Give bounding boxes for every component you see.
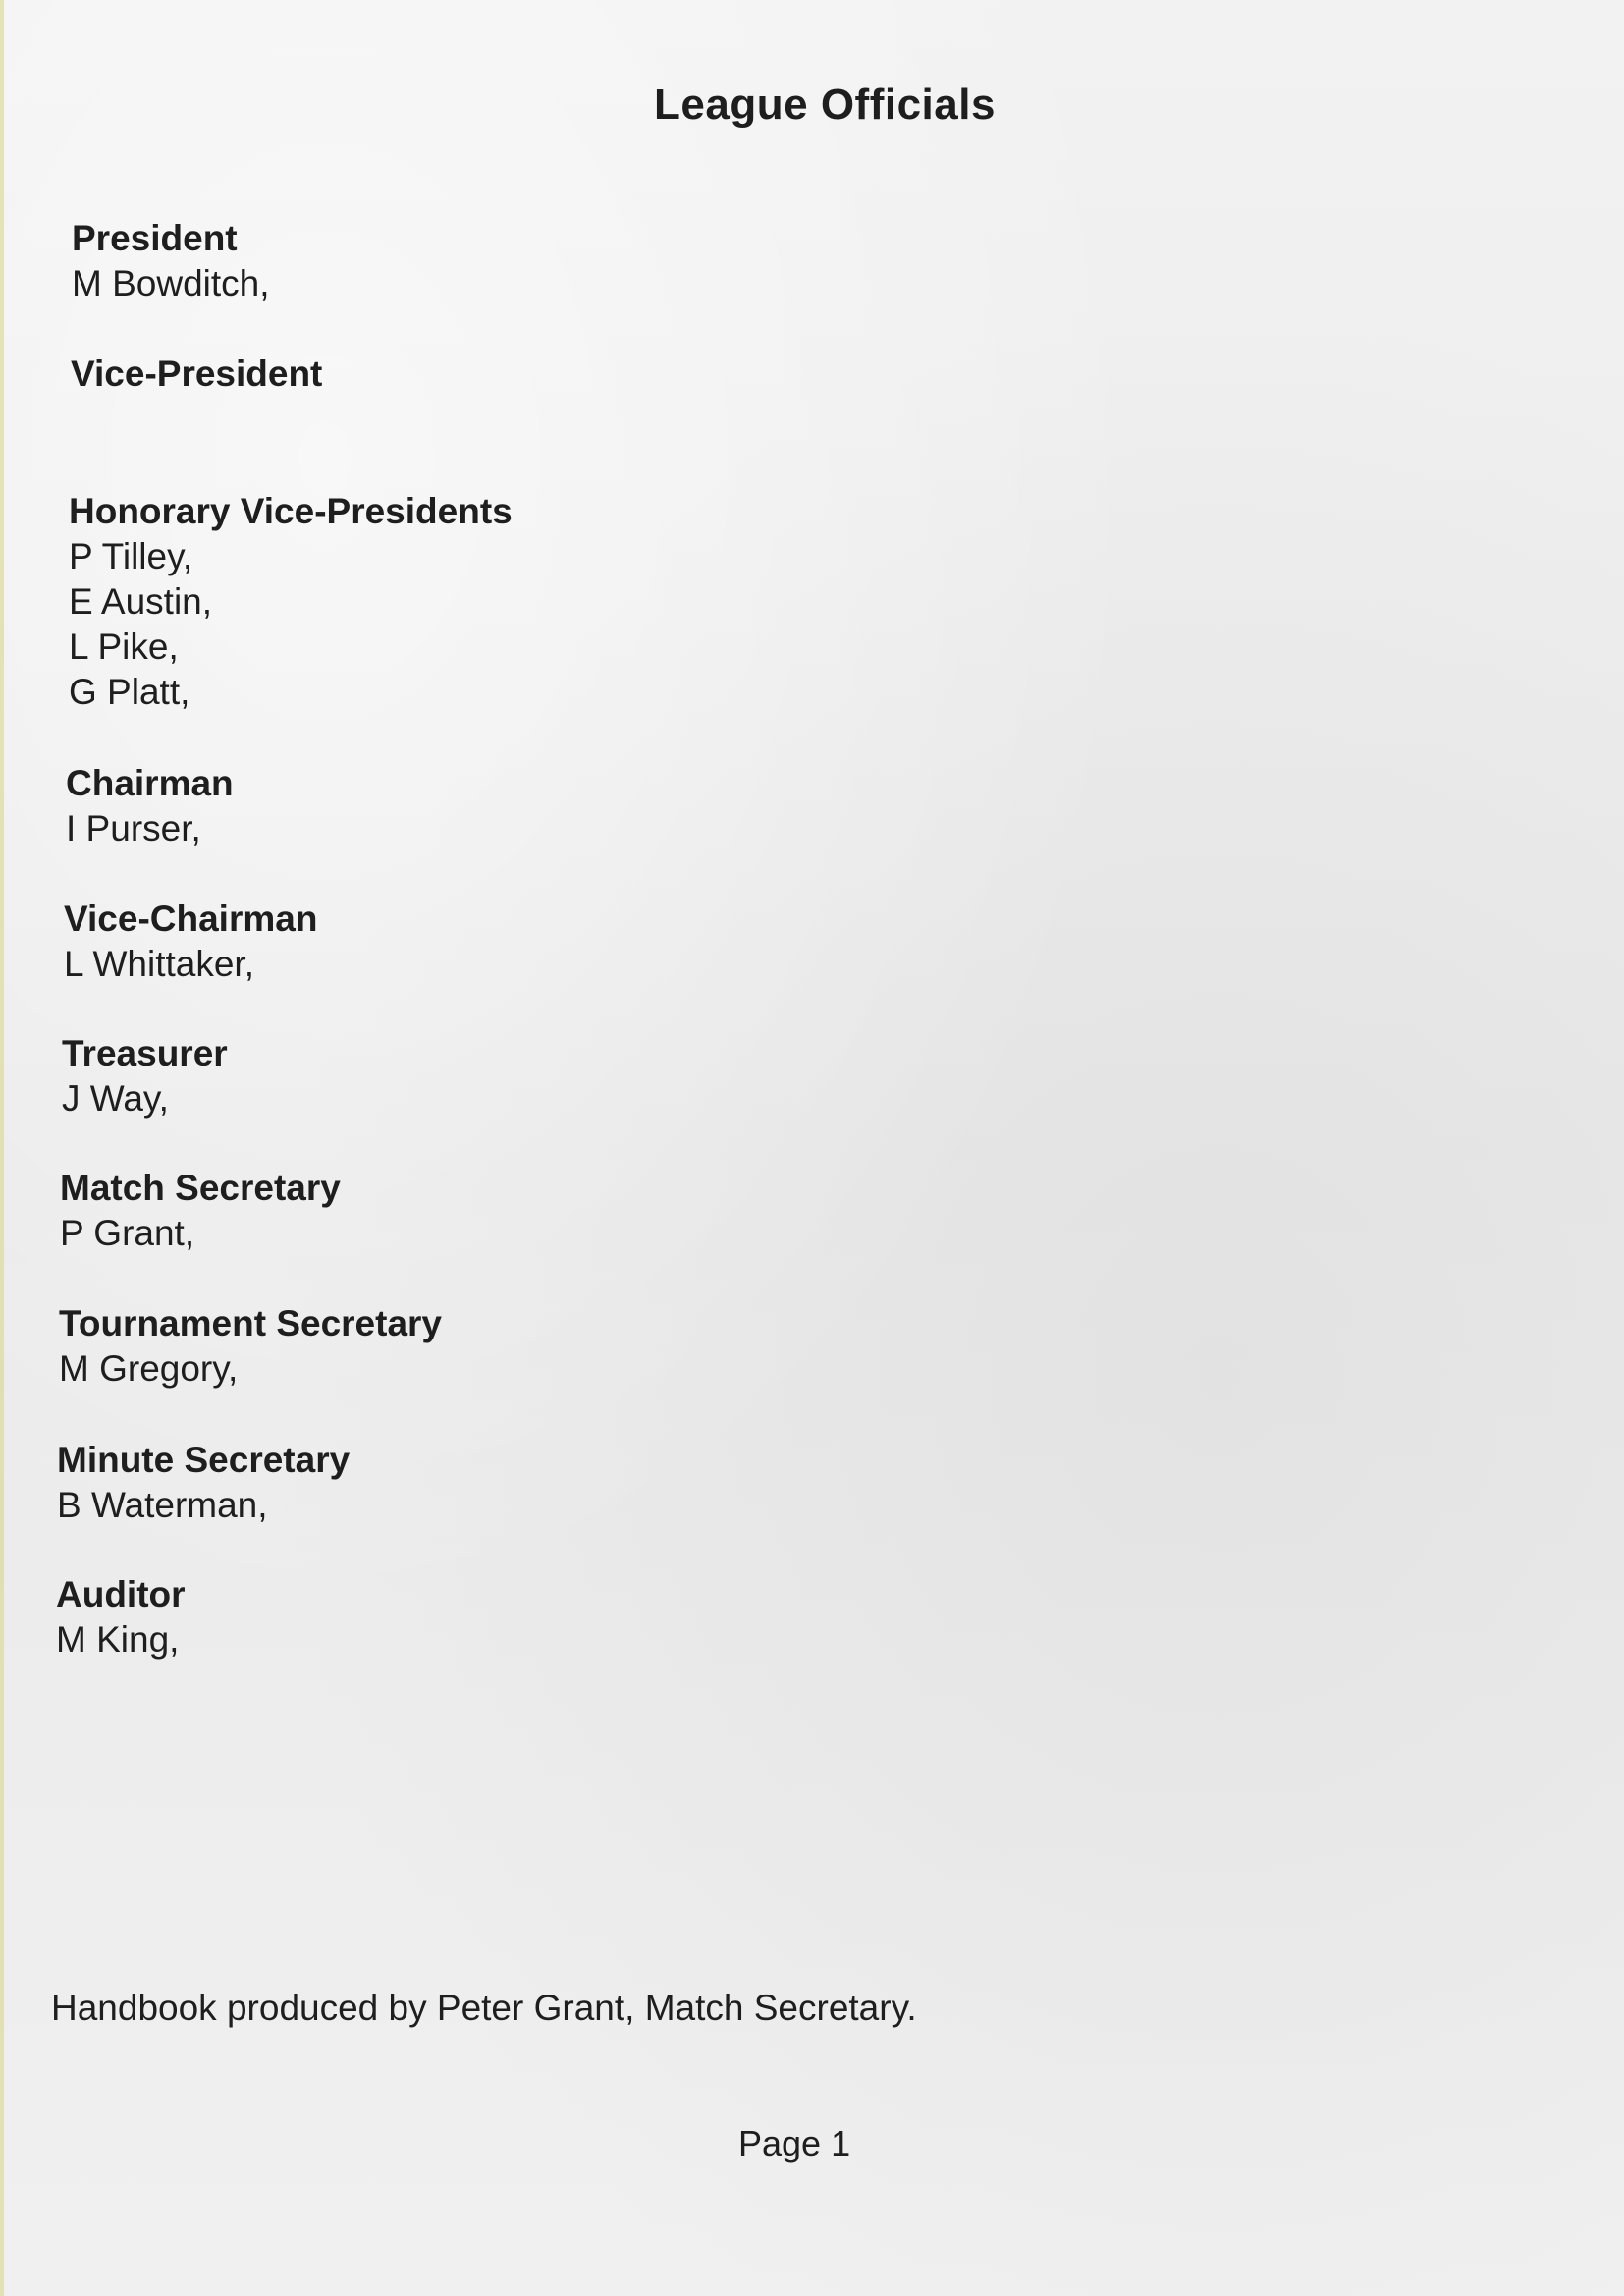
page-title: League Officials bbox=[654, 81, 996, 129]
official-name: P Tilley, bbox=[69, 536, 193, 576]
official-treasurer bbox=[62, 1031, 228, 1121]
official-name: J Way, bbox=[62, 1078, 169, 1119]
official-name: M Gregory, bbox=[59, 1348, 239, 1389]
official-auditor bbox=[56, 1572, 186, 1663]
role-title: Minute Secretary bbox=[57, 1440, 351, 1480]
role-title: Vice-Chairman bbox=[64, 899, 318, 939]
official-name: I Purser, bbox=[66, 808, 201, 848]
official-honorary-vice-presidents bbox=[69, 489, 513, 715]
official-name: G Platt, bbox=[69, 672, 190, 712]
official-name: L Whittaker, bbox=[64, 944, 254, 984]
role-title: Auditor bbox=[56, 1574, 186, 1614]
official-name: M King, bbox=[56, 1619, 180, 1660]
role-title: Chairman bbox=[66, 763, 234, 803]
official-vice-chairman bbox=[64, 897, 317, 987]
official-name: P Grant, bbox=[60, 1213, 195, 1253]
role-title: Match Secretary bbox=[60, 1168, 341, 1208]
page-edge bbox=[0, 0, 4, 2296]
role-title: Treasurer bbox=[62, 1033, 228, 1073]
page-number: Page 1 bbox=[738, 2123, 851, 2163]
role-title: Vice-President bbox=[71, 354, 323, 394]
official-vice-president bbox=[71, 352, 322, 397]
role-title: President bbox=[72, 218, 238, 258]
official-tournament-secretary bbox=[59, 1301, 442, 1392]
official-match-secretary bbox=[60, 1166, 341, 1256]
official-chairman bbox=[66, 761, 234, 851]
official-name: E Austin, bbox=[69, 581, 213, 622]
official-president bbox=[72, 216, 270, 306]
handbook-credit: Handbook produced by Peter Grant, Match Secretary. bbox=[51, 1988, 917, 2028]
role-title: Tournament Secretary bbox=[59, 1303, 442, 1343]
official-name: L Pike, bbox=[69, 627, 179, 667]
role-title: Honorary Vice-Presidents bbox=[69, 491, 513, 531]
official-minute-secretary bbox=[57, 1438, 350, 1528]
official-name: B Waterman, bbox=[57, 1485, 268, 1525]
official-name: M Bowditch, bbox=[72, 263, 270, 303]
